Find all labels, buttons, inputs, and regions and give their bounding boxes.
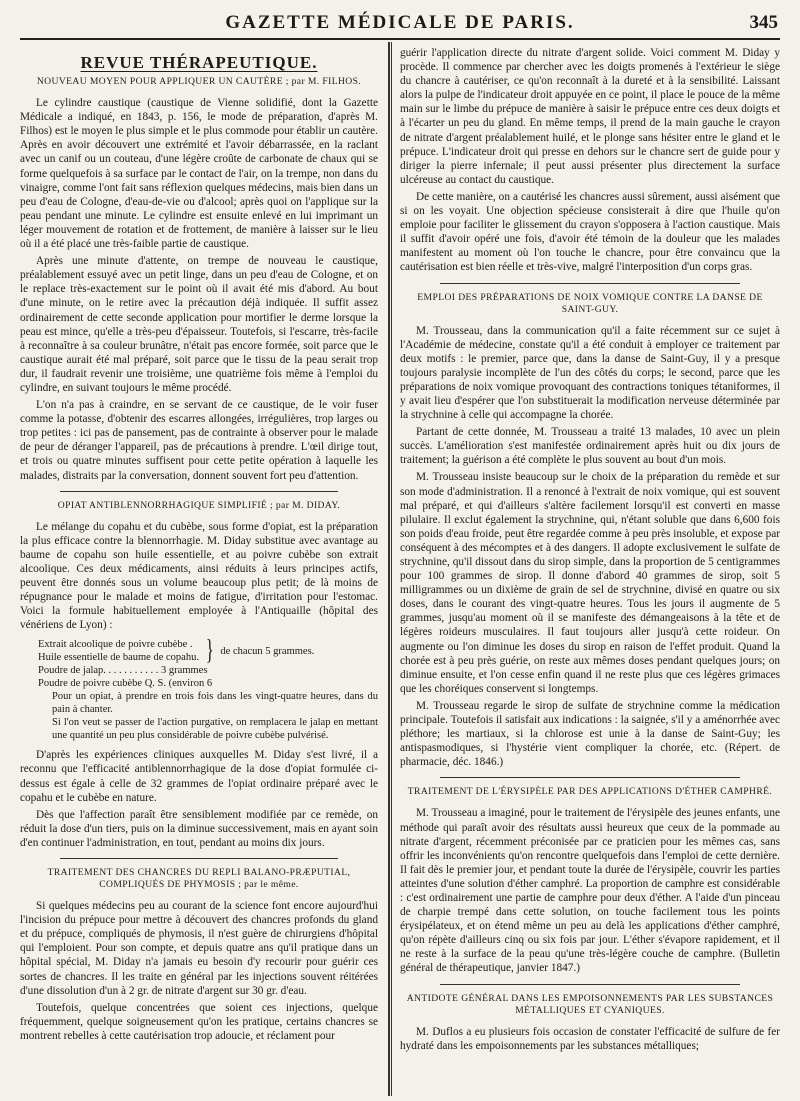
right-column (400, 46, 780, 1096)
article-paragraph: M. Trousseau insiste beaucoup sur le choix de la préparation du remède et sur son mode d'administration. Il a renoncé à l'extrait de noix vomique, qui est souvent mal préparé, et qui d'ailleurs s'altère facilement lorsqu'il est converti en masse pilulaire. Il exclut également la strychnine, qui, n'étant soluble que dans 6,600 fois son poids d'eau froide, peut être regardée comme à peu près insoluble, et expose par conséquent à des mécomptes et à des dangers. Il adopte exclusivement le sulfate de strychnine, qu'il dissout dans du sirop simple, dans la proportion de 5 centigrammes pour 100 grammes de sirop. Il donne d'abord 40 grammes de sirop, soit 5 milligrammes ou un dixième de grain de sel de strychnine, divisé en quatre ou six doses, dans le courant des vingt-quatre heures. Tous les jours il augmente de 5 grammes, jusqu'au moment où il se manifeste des démangeaisons à la tête et de légères roideurs musculaires. Il faut toujours aller jusqu'à cette roideur. On augmente ou l'on diminue les doses du sirop en raison de l'effet produit. Quand la chorée est à peu près guérie, on reste aux mêmes doses pendant quelques jours; on diminue ensuite, et l'on cesse enfin quand il ne reste plus que ces légères grimaces que les choréiques conservent si longtemps. (400, 471, 780, 695)
formula-line: Poudre de jalap. . . . . . . . . . . 3 grammes (38, 665, 208, 677)
page-header (20, 10, 780, 40)
article-paragraph: Le cylindre caustique (caustique de Vienne solidifié, dont la Gazette Médicale a indiqué, en 1843, p. 156, le mode de préparation, d'après M. Filhos) est le moyen le plus simple et le plus commode pour établir un cautère. Après en avoir découvert une extrémité et l'avoir débarrassée, en la raclant avec un canif ou un couteau, d'une légère croûte de carbonate de chaux qui se forme quelquefois à sa surface par le contact de l'air, on la trempe, non dans du vinaigre, comme l'ont fait sans réflexion quelques médecins, mais bien dans un peu d'eau de Cologne, d'eau-de-vie ou d'alcool; après quoi on l'applique sur la peau pendant une minute. Le cylindre est ensuite enlevé en lui imprimant un léger mouvement de rotation et de frottement, de manière à laisser sur le lieu où il a été placé une très-faible partie de caustique. (20, 97, 378, 251)
article-paragraph: M. Trousseau, dans la communication qu'il a faite récemment sur ce sujet à l'Académie de médecine, constate qu'il a été conduit à employer ce traitement par deux motifs : le premier, parce que, dans la danse de Saint-Guy, il y a presque toujours paralysie incomplète de l'un des côtés du corps; le second, parce que les préparations de noix vomique provoquant des contractions toniques tétaniformes, il y avait lieu d'espérer que l'on substituerait la modification nerveuse déterminée par la strychnine à celle qui accompagne la chorée. (400, 324, 780, 422)
article-paragraph: guérir l'application directe du nitrate d'argent solide. Voici comment M. Diday y procède. Il commence par chercher avec les doigts promenés à l'extérieur le siège du chancre à cautériser, ce qu'on reconnaît à la dureté et à la sensibilité. Laissant alors la pulpe de l'indicateur droit appuyée en ce point, il place le pouce de la même main sur le limbe du prépuce de manière à saisir le prépuce entre ces deux doigts et à l'écarter un peu du gland. En même temps, il prend de la main gauche le crayon de nitrate d'argent préalablement huilé, et le plonge sans hésiter entre le gland et le prépuce. L'indicateur droit qui presse en dehors sur le chancre sert de guide pour y diriger la pierre infernale; il peut aussi présenter plus directement la surface ulcéreuse au contact du caustique. (400, 47, 780, 186)
article-title: TRAITEMENT DES CHANCRES DU REPLI BALANO-PRÆPUTIAL, COMPLIQUÉS DE PHYMOSIS ; par le même. (47, 867, 351, 891)
formula-note: Si l'on veut se passer de l'action purgative, on remplacera le jalap en mettant une quantité un peu plus considérable de poivre cubèbe pulvérisé. (52, 717, 378, 742)
article-paragraph: L'on n'a pas à craindre, en se servant de ce caustique, de le voir fuser comme la potasse, d'obtenir des escarres allongées, irrégulières, trop larges ou trop petites : ici pas de pansement, pas de contrainte à observer pour le malade de peur de déranger l'appareil, pas de précautions à prendre. L'œil dirige tout, et trois ou quatre minutes suffisent pour cette petite opération à laquelle les malades, distraits par la conversation, donnent souvent fort peu d'attention. (20, 399, 378, 482)
formula-group (38, 635, 378, 667)
article-paragraph: Toutefois, quelque concentrées que soient ces injections, quelque fréquemment, quelque soigneusement qu'on les pratique, certains chancres se montrent rebelles à cette cautérisation trop adoucie, et réclament pour (20, 1001, 378, 1042)
formula-dose: de chacun 5 grammes. (220, 645, 315, 657)
column-divider (388, 42, 390, 1096)
article-paragraph: M. Trousseau regarde le sirop de sulfate de strychnine comme la médication principale. Toutefois il satisfait aux indications : la saignée, s'il y a aménorrhée avec pléthore; les martiaux, si la chlorose est unie à la danse de Saint-Guy; les antispasmodiques, si l'hystérie vient compliquer la chorée, etc. (Répert. de pharmacie, déc. 1846.) (400, 699, 780, 769)
article-paragraph: M. Trousseau a imaginé, pour le traitement de l'érysipèle des jeunes enfants, une méthode qui paraît avoir des résultats aussi heureux que ceux de la pommade au nitrate d'argent, récemment préconisée par ce praticien pour les mêmes cas, sans offrir les inconvénients qu'on rencontre quelquefois dans l'emploi de cette dernière. Il fait dès le premier jour, et pendant toute la durée de l'érysipèle, couvrir les parties atteintes d'une solution d'éther camphré. La proportion de camphre est considérable : c'est ordinairement une partie de camphre pour deux d'éther. A l'aide d'un pinceau de charpie trempé dans cette solution, on touche facilement tous les points érysipélateux, et on étend même un peu au delà les applications d'éther camphré, qu'on répète d'ailleurs cinq ou six fois par jour. L'éther s'évapore rapidement, et il ne reste à la surface de la peau qu'une très-légère couche de camphre. (Bulletin général de thérapeutique, janvier 1847.) (400, 807, 780, 975)
article-paragraph: Le mélange du copahu et du cubèbe, sous forme d'opiat, est la préparation la plus efficace contre la blennorrhagie. M. Diday substitue avec avantage au baume de copahu son huile essentielle, et au poivre cubèbe son extrait alcoolique. Ces deux médicaments, ainsi réduits à leurs principes actifs, peuvent être donnés sous un volume beaucoup plus petit; de là moins de répugnance pour le malade et moins de fatigue, d'irritation pour l'estomac. Voici la formule habituellement employée à l'Antiquaille (hôpital des vénériens de Lyon) : (20, 520, 378, 632)
separator-rule (440, 283, 740, 284)
article-title: OPIAT ANTIBLENNORRHAGIQUE SIMPLIFIÉ ; par M. DIDAY. (57, 499, 341, 511)
article-paragraph: De cette manière, on a cautérisé les chancres aussi sûrement, aussi aisément que si on les voyait. Une objection spécieuse consisterait à dire que l'huile qu'on emploie pour faciliter le glissement du crayon s'opposera à l'action caustique. Mais il suffit d'avoir opéré une fois, d'avoir été témoin de la douleur que les malades manifestent au moment où l'on touche le chancre, pour être convaincu que la cautérisation est bien réelle et très-vive, malgré l'interposition d'un corps gras. (400, 190, 780, 274)
formula-line: Extrait alcoolique de poivre cubèbe . (38, 639, 193, 651)
article-paragraph: M. Duflos a eu plusieurs fois occasion de constater l'efficacité de sulfure de fer hydraté dans les empoisonnements par les substances métalliques; (400, 1025, 780, 1052)
prescription-formula (38, 635, 378, 742)
formula-line: Huile essentielle de baume de copahu. (38, 652, 199, 664)
separator-rule (60, 858, 338, 859)
separator-rule (440, 777, 740, 778)
column-divider-inner (391, 42, 392, 1096)
journal-title: GAZETTE MÉDICALE DE PARIS. (225, 12, 575, 33)
separator-rule (60, 491, 338, 492)
article-paragraph: Après une minute d'attente, on trempe de nouveau le caustique, préalablement essuyé avec un petit linge, dans un peu d'eau de Cologne, et on le replace très-exactement sur le point où il avait été mis d'abord. Au bout d'une minute, on le retire avec la précaution déjà indiquée. Il suffit assez ordinairement de cette seconde application pour mortifier le derme lorsque la peau est mince, qu'elle a très-peu d'épaisseur. Toutefois, si l'escarre, très-facile à reconnaître à sa couleur brunâtre, n'était pas encore formée, soit parce que le caustique aurait été mal préparé, soit parce que le tissu de la peau serait trop dur, il faudrait revenir une troisième, une quatrième fois même à l'emploi du cylindre, en suivant toujours le même procédé. (20, 255, 378, 394)
formula-line: Poudre de poivre cubèbe Q. S. (environ 6 (38, 678, 213, 690)
brace-glyph: } (205, 635, 214, 667)
left-column (20, 46, 378, 1096)
article-paragraph: Partant de cette donnée, M. Trousseau a traité 13 malades, 10 avec un plein succès. L'amélioration s'est manifestée ordinairement après huit ou dix jours de traitement; la guérison a été complète le plus souvent au bout d'un mois. (400, 426, 780, 467)
article-paragraph: Dès que l'affection paraît être sensiblement modifiée par ce remède, on réduit la dose d'un tiers, puis on la diminue successivement, mais en ayant soin d'en continuer l'administration, en tout, pendant au moins dix jours. (20, 808, 378, 849)
article-title: TRAITEMENT DE L'ÉRYSIPÈLE PAR DES APPLICATIONS D'ÉTHER CAMPHRÉ. (407, 786, 773, 798)
section-rubric: REVUE THÉRAPEUTIQUE. (80, 53, 318, 72)
formula-ingredients (38, 638, 199, 664)
article-title: EMPLOI DES PRÉPARATIONS DE NOIX VOMIQUE CONTRE LA DANSE DE SAINT-GUY. (417, 291, 763, 315)
separator-rule (440, 984, 740, 985)
article-paragraph: D'après les expériences cliniques auxquelles M. Diday s'est livré, il a reconnu que l'efficacité antiblennorrhagique de la dose d'opiat formulée ci-dessus est égale à celle de 32 grammes de l'opiat ordinaire préparé avec le copahu et le cubèbe en nature. (20, 749, 378, 804)
article-title: ANTIDOTE GÉNÉRAL DANS LES EMPOISONNEMENTS PAR LES SUBSTANCES MÉTALLIQUES ET CYANIQUES. (406, 992, 774, 1016)
formula-instruction: Pour un opiat, à prendre en trois fois dans les vingt-quatre heures, dans du pain à chanter. (52, 691, 378, 716)
article-paragraph: Si quelques médecins peu au courant de la science font encore aujourd'hui l'incision du prépuce pour mettre à découvert des chancres profonds du gland et du prépuce, compliqués de phymosis, il n'est guère de chirurgiens d'hôpital qui l'emploient. Pour son compte, et depuis quatre ans qu'il pratique dans un hôpital spécial, M. Diday n'a jamais eu besoin d'y recourir pour guérir ces sortes de chancres. Il les traite en général par les injections souvent réitérées d'une dissolution d'un à 2 gr. de nitrate d'argent sur 30 gr. d'eau. (20, 900, 378, 997)
page-number: 345 (749, 12, 778, 33)
article-title: NOUVEAU MOYEN POUR APPLIQUER UN CAUTÈRE ; par M. FILHOS. (36, 76, 362, 88)
